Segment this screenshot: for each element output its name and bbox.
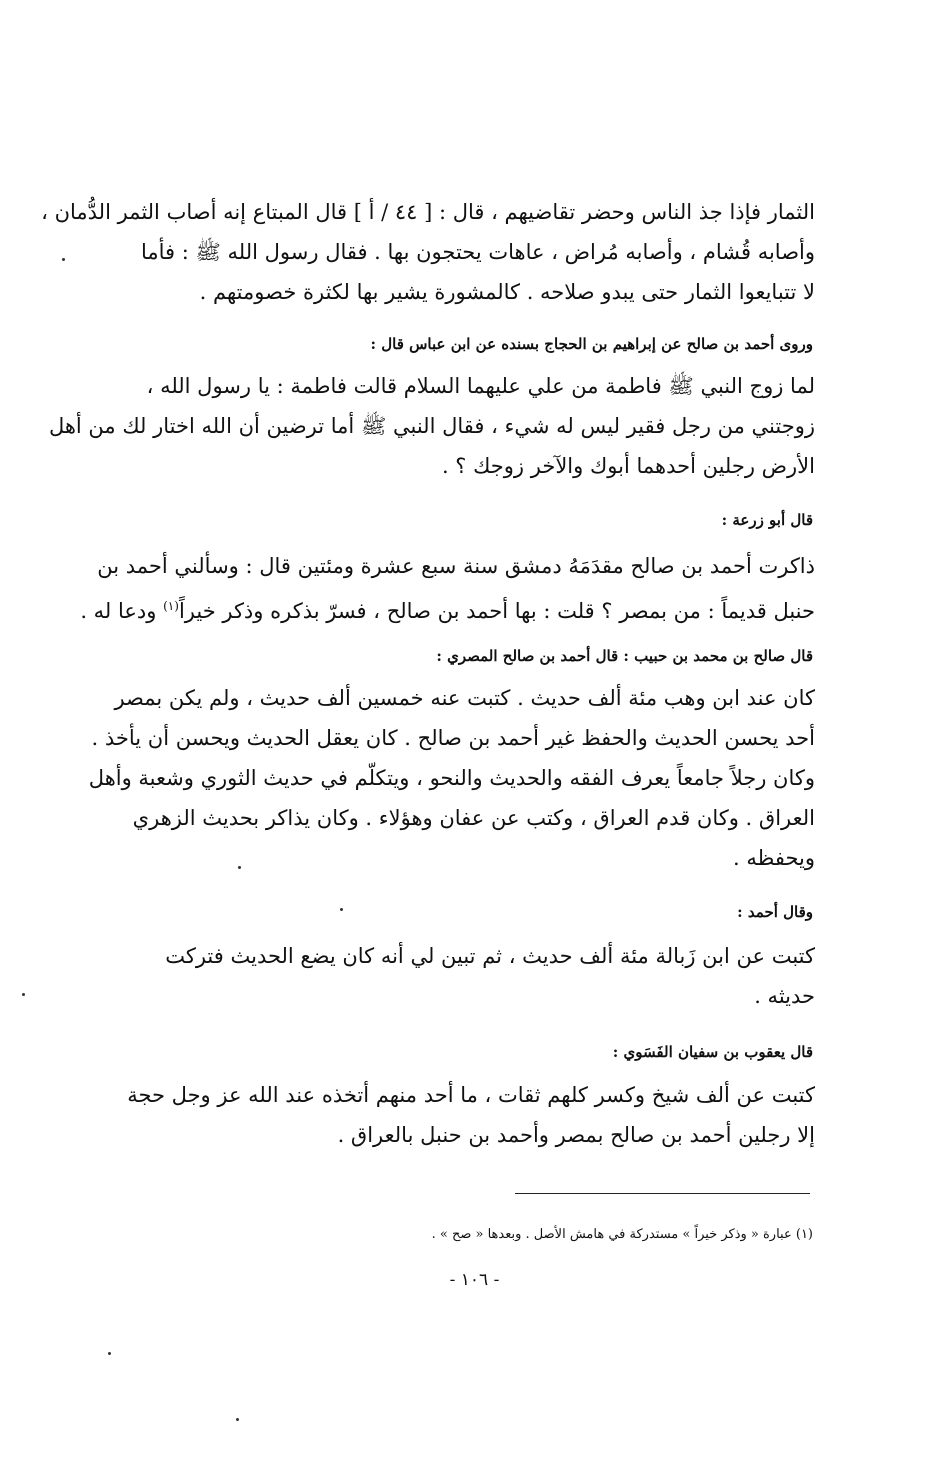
scan-speck xyxy=(236,1418,239,1421)
section-heading: قال يعقوب بن سفيان الفَسَوي : xyxy=(612,1043,813,1061)
scan-speck xyxy=(22,993,25,996)
text-line: زوجتني من رجل فقير ليس له شيء ، فقال النبي ﷺ أما ترضين أن الله اختار لك من أهل xyxy=(48,414,815,438)
text-line: الثمار فإذا جذ الناس وحضر تقاضيهم ، قال : [ ٤٤ / أ ] قال المبتاع إنه أصاب الثمر الدُّمان ، xyxy=(41,200,815,224)
scan-speck xyxy=(340,908,343,911)
section-heading: وقال أحمد : xyxy=(737,903,813,921)
footnote-marker: (١) xyxy=(163,599,179,613)
text-line: لما زوج النبي ﷺ فاطمة من علي عليهما السلام قالت فاطمة : يا رسول الله ، xyxy=(146,374,815,398)
footnote-divider xyxy=(515,1193,810,1194)
text-line: أحد يحسن الحديث والحفظ غير أحمد بن صالح . كان يعقل الحديث ويحسن أن يأخذ . xyxy=(91,726,815,750)
section-heading: قال أبو زرعة : xyxy=(721,511,813,529)
text-line: العراق . وكان قدم العراق ، وكتب عن عفان وهؤلاء . وكان يذاكر بحديث الزهري xyxy=(132,806,815,830)
text-line-part: ودعا له . xyxy=(80,599,157,623)
text-line: ويحفظه . xyxy=(732,846,815,870)
scan-speck xyxy=(62,258,65,261)
section-heading: وروى أحمد بن صالح عن إبراهيم بن الحجاج بسنده عن ابن عباس قال : xyxy=(370,335,813,353)
section-heading: قال صالح بن محمد بن حبيب : قال أحمد بن صالح المصري : xyxy=(436,647,813,665)
page-number: - ١٠٦ - xyxy=(449,1270,500,1290)
footnote: (١) عبارة « وذكر خيراً » مستدركة في هامش الأصل . وبعدها « صح » . xyxy=(431,1227,813,1242)
text-line: كتبت عن ابن زَبالة مئة ألف حديث ، ثم تبين لي أنه كان يضع الحديث فتركت xyxy=(165,944,815,968)
text-line: ذاكرت أحمد بن صالح مقدَمَهُ دمشق سنة سبع عشرة ومئتين قال : وسألني أحمد بن xyxy=(97,554,815,578)
text-line: حديثه . xyxy=(754,984,815,1008)
paragraph-ibn-wahb xyxy=(88,678,815,878)
text-line: كتبت عن ألف شيخ وكسر كلهم ثقات ، ما أحد منهم أتخذه عند الله عز وجل حجة xyxy=(127,1083,815,1107)
text-line: وكان رجلاً جامعاً يعرف الفقه والحديث والنحو ، ويتكلّم في حديث الثوري وشعبة وأهل xyxy=(88,766,815,790)
paragraph-fatima xyxy=(48,366,815,486)
scan-speck xyxy=(238,866,241,869)
text-line: إلا رجلين أحمد بن صالح بمصر وأحمد بن حنبل بالعراق . xyxy=(337,1123,815,1147)
paragraph-abu-zura xyxy=(80,546,815,631)
text-line: الأرض رجلين أحدهما أبوك والآخر زوجك ؟ . xyxy=(441,454,815,478)
text-line xyxy=(80,586,815,631)
paragraph-yaqub xyxy=(110,1075,815,1155)
paragraph-ibn-zabala xyxy=(110,936,815,1016)
text-line-part: حنبل قديماً : من بمصر ؟ قلت : بها أحمد بن صالح ، فسرّ بذكره وذكر خيراً xyxy=(178,599,815,623)
text-line: وأصابه قُشام ، وأصابه مُراض ، عاهات يحتجون بها . فقال رسول الله ﷺ : فأما xyxy=(141,240,815,264)
paragraph-thimar xyxy=(41,192,815,312)
text-line: كان عند ابن وهب مئة ألف حديث . كتبت عنه خمسين ألف حديث ، ولم يكن بمصر xyxy=(114,686,815,710)
text-line: لا تتبايعوا الثمار حتى يبدو صلاحه . كالمشورة يشير بها لكثرة خصومتهم . xyxy=(199,280,815,304)
scan-speck xyxy=(108,1352,111,1355)
